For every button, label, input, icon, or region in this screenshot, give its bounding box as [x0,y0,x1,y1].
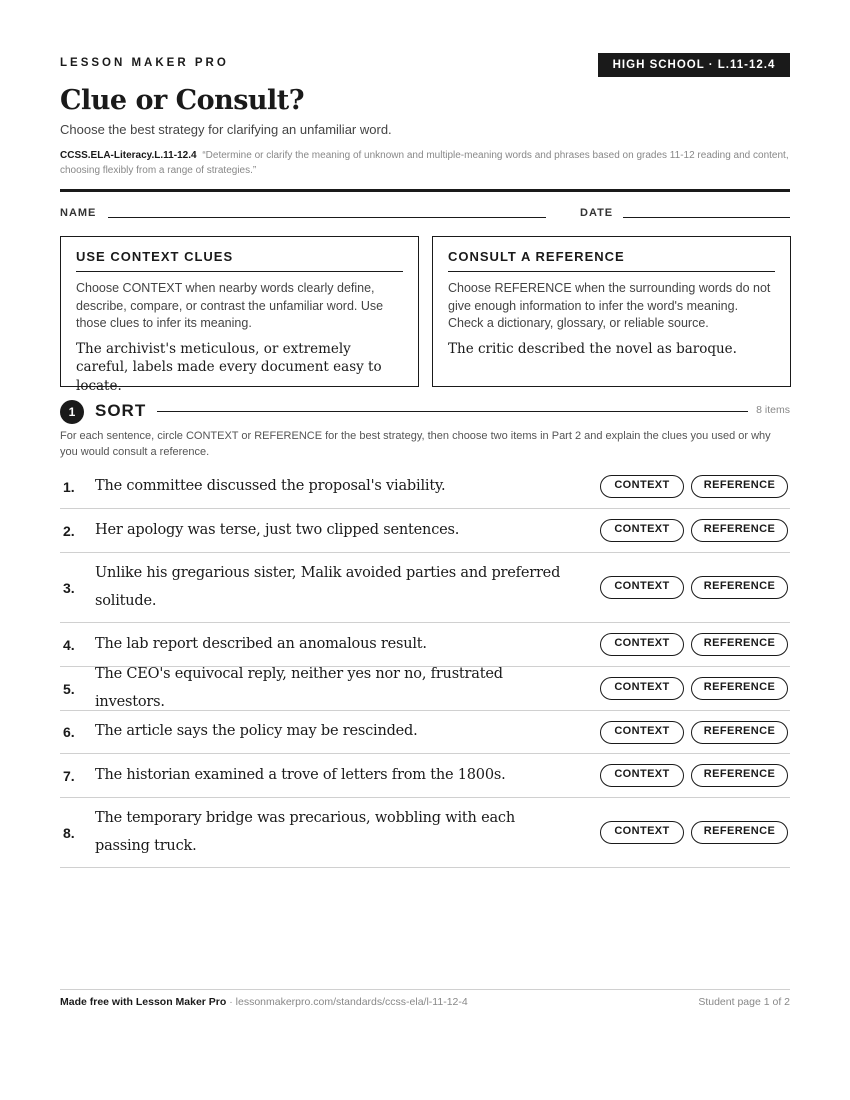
sort-item [60,465,790,509]
header-divider [60,189,790,192]
footer-credit [60,996,468,1008]
context-box-example: The archivist's meticulous, or extremely careful, labels made every document easy to locate. [76,340,382,394]
context-box-description: Choose CONTEXT when nearby words clearly define, describe, compare, or contrast the unfamiliar word. Use those clues to infer its meaning. [76,281,384,330]
footer-divider [60,989,790,990]
item-number: 3. [63,579,75,596]
standard-citation [60,148,790,178]
item-choices [600,821,788,844]
item-choices [600,576,788,599]
name-field[interactable] [108,217,546,218]
context-choice[interactable]: CONTEXT [600,475,684,498]
item-number: 2. [63,522,75,539]
context-choice[interactable]: CONTEXT [600,576,684,599]
reference-choice[interactable]: REFERENCE [691,576,788,599]
grade-badge: HIGH SCHOOL · L.11-12.4 [598,53,790,77]
item-sentence: Her apology was terse, just two clipped sentences. [95,521,460,538]
sort-item [60,509,790,553]
section-divider [157,411,748,412]
item-choices [600,677,788,700]
footer-page-number: Student page 1 of 2 [698,996,790,1008]
brand-name: LESSON MAKER PRO [60,57,229,69]
consult-reference-box [432,236,791,387]
sort-item [60,754,790,798]
context-box-title: USE CONTEXT CLUES [76,249,403,272]
item-sentence: The CEO's equivocal reply, neither yes nor no, frustrated investors. [95,666,503,710]
item-number: 6. [63,724,75,740]
context-choice[interactable]: CONTEXT [600,677,684,700]
item-sentence: The lab report described an anomalous result. [95,635,427,652]
sort-item [60,667,790,711]
item-number: 7. [63,767,75,784]
item-number: 4. [63,636,75,653]
item-sentence: The committee discussed the proposal's viability. [95,477,446,494]
sort-items-list [60,465,790,868]
page-title: Clue or Consult? [60,85,305,116]
item-choices [600,721,788,744]
section-number-badge: 1 [60,400,84,424]
section-title: SORT [95,401,147,420]
sort-item [60,553,790,623]
item-number: 5. [63,680,75,697]
reference-box-description: Choose REFERENCE when the surrounding words do not give enough information to infer the word's meaning. Check a dictionary, glossary, or reliable source. [448,281,771,330]
context-choice[interactable]: CONTEXT [600,633,684,656]
context-choice[interactable]: CONTEXT [600,764,684,787]
sort-section-header [60,399,790,423]
item-number: 1. [63,478,75,495]
item-sentence: The historian examined a trove of letters from the 1800s. [95,766,506,783]
context-choice[interactable]: CONTEXT [600,519,684,542]
item-choices [600,475,788,498]
section-instructions: For each sentence, circle CONTEXT or REFERENCE for the best strategy, then choose two items in Part 2 and explain the clues you used or why you would consult a reference. [60,430,771,458]
reference-choice[interactable]: REFERENCE [691,821,788,844]
reference-choice[interactable]: REFERENCE [691,721,788,744]
item-count: 8 items [756,404,790,416]
item-choices [600,764,788,787]
reference-box-title: CONSULT A REFERENCE [448,249,775,272]
item-sentence: The article says the policy may be rescinded. [95,723,418,740]
date-label: DATE [580,207,614,219]
item-number: 8. [63,824,75,841]
item-choices [600,519,788,542]
reference-choice[interactable]: REFERENCE [691,475,788,498]
footer-made-with: Made free with Lesson Maker Pro [60,996,227,1008]
sort-item [60,711,790,754]
standard-code: CCSS.ELA-Literacy.L.11-12.4 [60,150,197,161]
context-choice[interactable]: CONTEXT [600,721,684,744]
context-choice[interactable]: CONTEXT [600,821,684,844]
reference-box-example: The critic described the novel as baroque. [448,340,737,357]
reference-choice[interactable]: REFERENCE [691,633,788,656]
name-label: NAME [60,207,97,219]
item-sentence: Unlike his gregarious sister, Malik avoided parties and preferred solitude. [95,565,561,609]
item-sentence: The temporary bridge was precarious, wobbling with each passing truck. [95,810,515,854]
reference-choice[interactable]: REFERENCE [691,519,788,542]
context-clues-box [60,236,419,394]
sort-item [60,798,790,868]
reference-choice[interactable]: REFERENCE [691,677,788,700]
standard-text: “Determine or clarify the meaning of unknown and multiple-meaning words and phrases based on grades 11-12 reading and content, choosing flexibly from a range of strategies.” [60,150,789,176]
item-choices [600,633,788,656]
date-field[interactable] [623,217,790,218]
page-subtitle: Choose the best strategy for clarifying an unfamiliar word. [60,122,392,137]
reference-choice[interactable]: REFERENCE [691,764,788,787]
footer-url: · lessonmakerpro.com/standards/ccss-ela/l-11-12-4 [226,996,468,1008]
